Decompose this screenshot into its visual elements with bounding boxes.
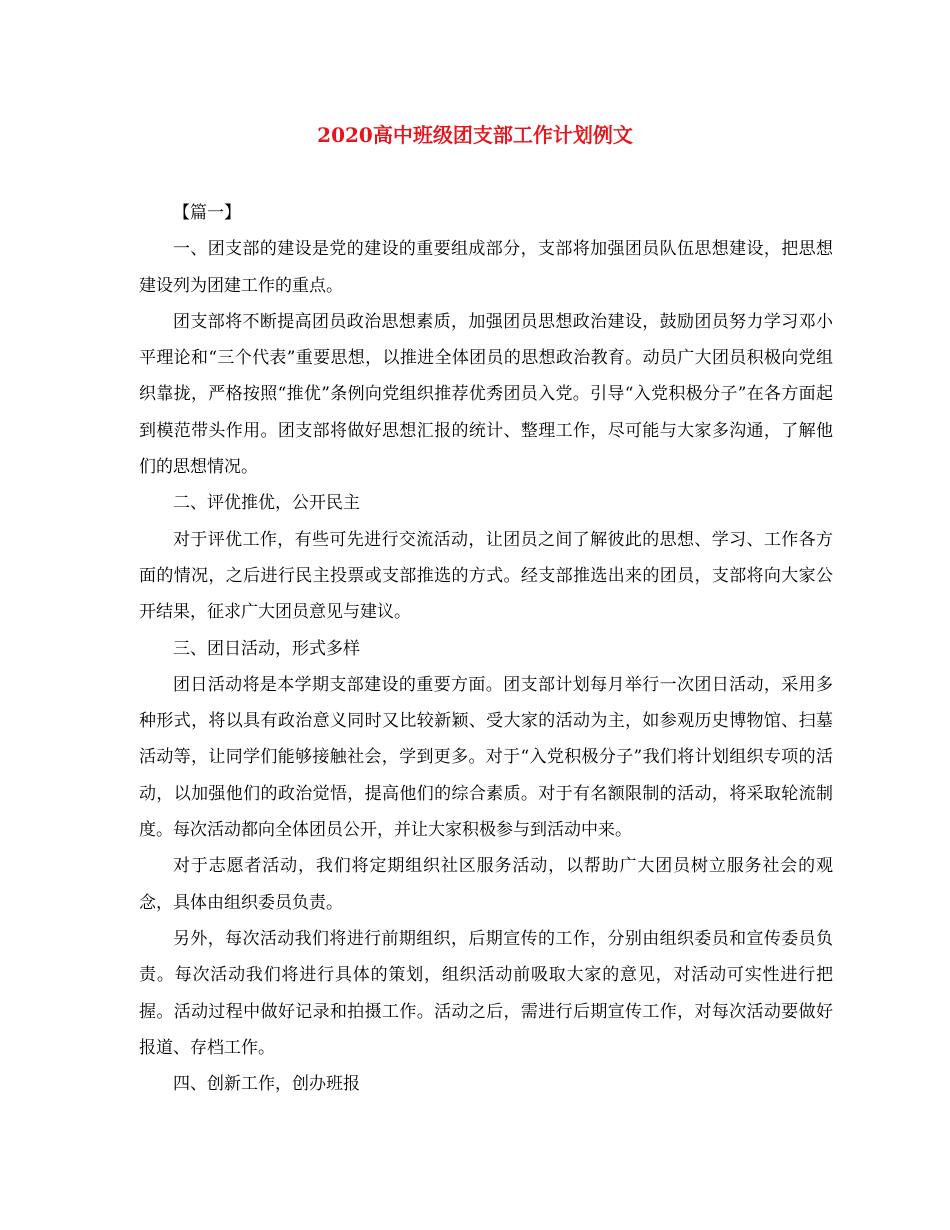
section-heading: 二、评优推优，公开民主: [173, 493, 360, 514]
paragraph: 对于志愿者活动，我们将定期组织社区服务活动，以帮助广大团员树立服务社会的观念，具体由组织委员负责。: [139, 856, 833, 913]
paragraph: 团日活动将是本学期支部建设的重要方面。团支部计划每月举行一次团日活动，采用多种形式，将以具有政治意义同时又比较新颖、受大家的活动为主，如参观历史博物馆、扫墓活动等，让同学们能够接触社会，学到更多。对于“入党积极分子”我们将计划组织专项的活动，以加强他们的政治觉悟，提高他们的综合素质。对于有名额限制的活动，将采取轮流制度。每次活动都向全体团员公开，并让大家积极参与到活动中来。: [139, 674, 833, 841]
section-heading: 三、团日活动，形式多样: [173, 638, 360, 659]
paragraph: 一、团支部的建设是党的建设的重要组成部分，支部将加强团员队伍思想建设，把思想建设列为团建工作的重点。: [139, 239, 833, 296]
document-body: [139, 195, 833, 1102]
paragraph: 团支部将不断提高团员政治思想素质，加强团员思想政治建设，鼓励团员努力学习邓小平理论和“三个代表”重要思想，以推进全体团员的思想政治教育。动员广大团员积极向党组织靠拢，严格按照“推优”条例向党组织推荐优秀团员入党。引导“入党积极分子”在各方面起到模范带头作用。团支部将做好思想汇报的统计、整理工作，尽可能与大家多沟通，了解他们的思想情况。: [139, 311, 833, 478]
paragraph: 另外，每次活动我们将进行前期组织，后期宣传的工作，分别由组织委员和宣传委员负责。每次活动我们将进行具体的策划，组织活动前吸取大家的意见，对活动可实性进行把握。活动过程中做好记录和拍摄工作。活动之后，需进行后期宣传工作，对每次活动要做好报道、存档工作。: [139, 928, 833, 1058]
section-heading: 四、创新工作，创办班报: [173, 1074, 360, 1095]
paragraph: 对于评优工作，有些可先进行交流活动，让团员之间了解彼此的思想、学习、工作各方面的情况，之后进行民主投票或支部推选的方式。经支部推选出来的团员，支部将向大家公开结果，征求广大团员意见与建议。: [139, 529, 833, 623]
section-label: 【篇一】: [173, 203, 241, 223]
document-title: 2020高中班级团支部工作计划例文: [317, 123, 633, 147]
